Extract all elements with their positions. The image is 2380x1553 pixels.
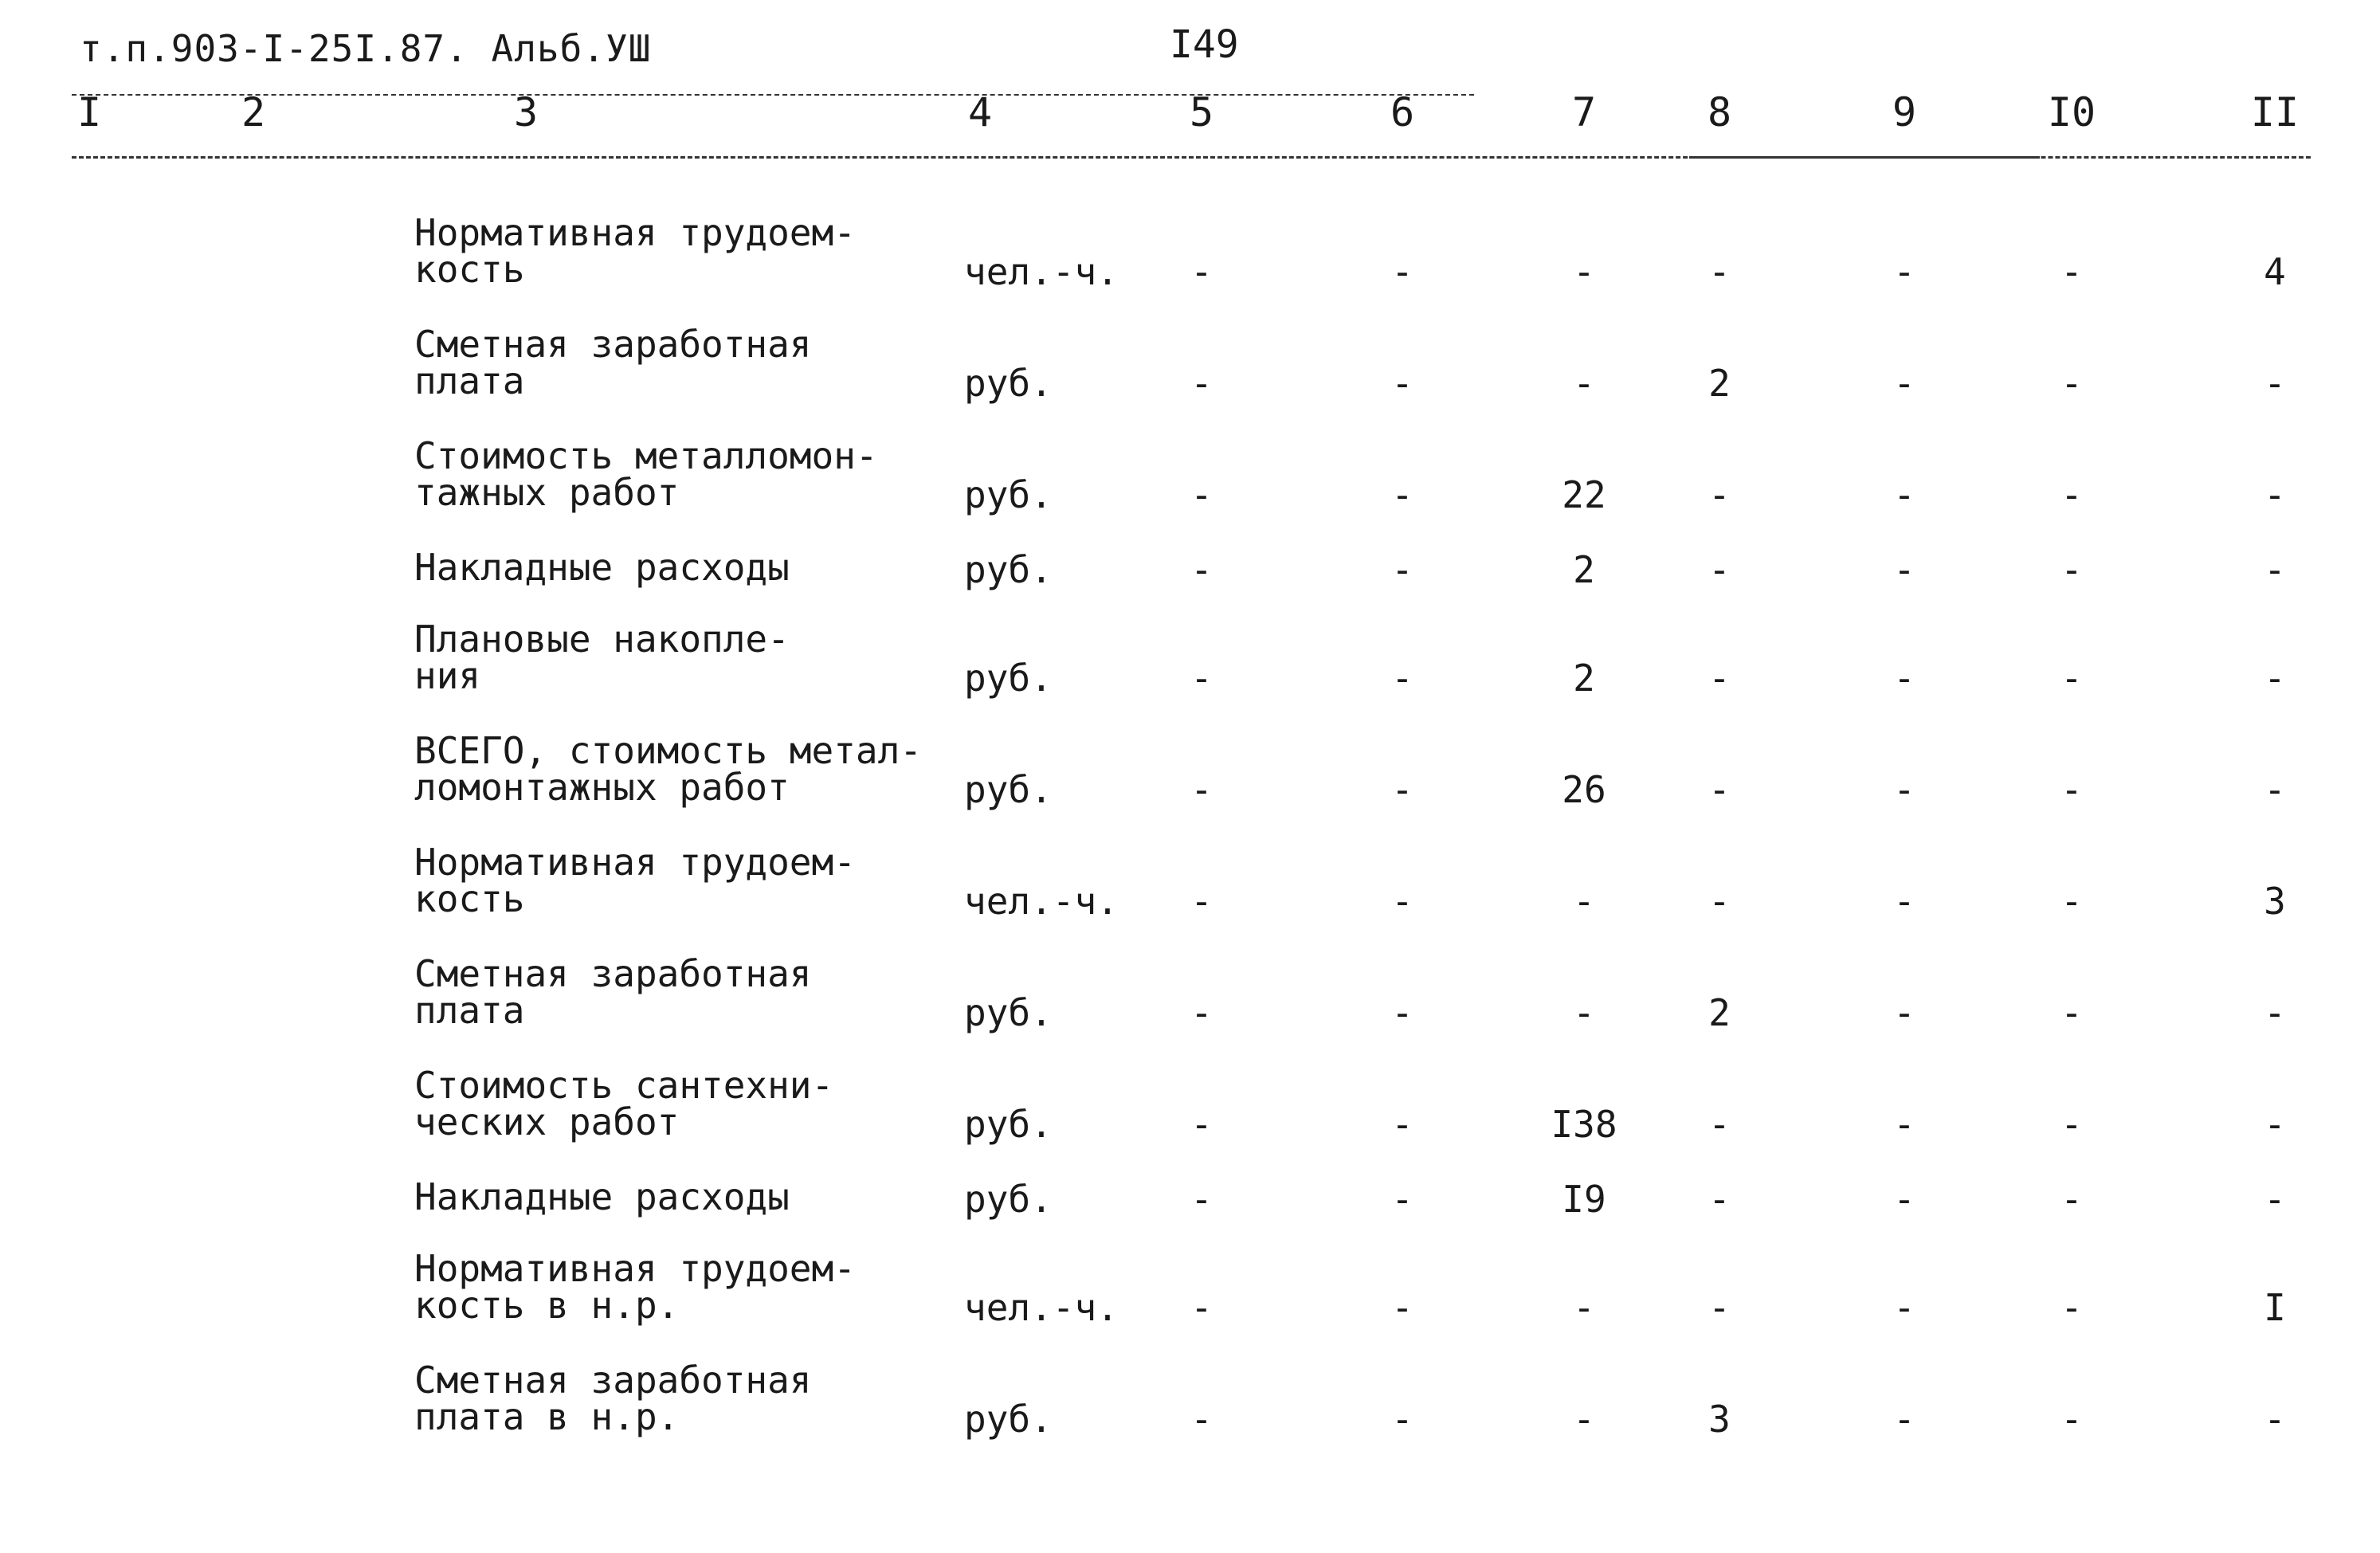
row-7-name-line-2: кость [414, 877, 525, 920]
row-3-name-line-1: Стоимость металломон- [414, 434, 878, 477]
column-header-3: 3 [513, 89, 539, 135]
row-12-name-line-2: плата в н.р. [414, 1395, 680, 1438]
row-4-col-6-value: - [1391, 548, 1413, 591]
row-11-name-line-1: Нормативная трудоем- [414, 1247, 856, 1290]
row-11-col-10-value: - [2060, 1286, 2083, 1329]
row-11-col-11-value: I [2264, 1286, 2286, 1329]
row-1-unit: чел.-ч. [964, 250, 1119, 293]
row-9-col-6-value: - [1391, 1103, 1413, 1146]
row-9-col-8-value: - [1708, 1103, 1731, 1146]
row-9-name-line-2: ческих работ [414, 1100, 680, 1143]
row-9-unit: руб. [964, 1103, 1053, 1146]
row-12-unit: руб. [964, 1398, 1053, 1441]
row-9-col-9-value: - [1893, 1103, 1915, 1146]
row-9-col-5-value: - [1190, 1103, 1213, 1146]
row-8-col-10-value: - [2060, 991, 2083, 1034]
row-10-col-11-value: - [2264, 1178, 2286, 1221]
row-8-col-5-value: - [1190, 991, 1213, 1034]
row-1-col-8-value: - [1708, 250, 1731, 293]
row-1-col-10-value: - [2060, 250, 2083, 293]
row-7-col-8-value: - [1708, 880, 1731, 923]
row-6-name-line-1: ВСЕГО, стоимость метал- [414, 729, 922, 772]
row-6-col-9-value: - [1893, 768, 1915, 811]
header-top-rule [72, 94, 1474, 96]
row-8-col-11-value: - [2264, 991, 2286, 1034]
row-5-name-line-2: ния [414, 654, 481, 697]
row-1-col-6-value: - [1391, 250, 1413, 293]
row-10-col-8-value: - [1708, 1178, 1731, 1221]
row-12-col-10-value: - [2060, 1398, 2083, 1441]
column-header-9: 9 [1892, 89, 1917, 135]
row-8-col-8-value: 2 [1708, 991, 1731, 1034]
row-11-col-6-value: - [1391, 1286, 1413, 1329]
row-7-col-5-value: - [1190, 880, 1213, 923]
column-header-11: II [2250, 89, 2300, 135]
row-2-col-10-value: - [2060, 362, 2083, 405]
column-header-7: 7 [1571, 89, 1597, 135]
row-3-col-9-value: - [1893, 473, 1915, 516]
row-12-col-6-value: - [1391, 1398, 1413, 1441]
column-header-1: I [76, 89, 102, 135]
row-9-col-10-value: - [2060, 1103, 2083, 1146]
row-2-col-11-value: - [2264, 362, 2286, 405]
row-4-name-line-1: Накладные расходы [414, 546, 790, 589]
row-6-unit: руб. [964, 768, 1053, 811]
row-1-col-5-value: - [1190, 250, 1213, 293]
row-7-name-line-1: Нормативная трудоем- [414, 841, 856, 884]
row-3-col-7-value: 22 [1562, 473, 1606, 516]
row-10-col-6-value: - [1391, 1178, 1413, 1221]
row-2-col-5-value: - [1190, 362, 1213, 405]
row-11-col-7-value: - [1573, 1286, 1595, 1329]
row-8-col-6-value: - [1391, 991, 1413, 1034]
row-6-col-7-value: 26 [1562, 768, 1606, 811]
row-6-name-line-2: ломонтажных работ [414, 766, 790, 809]
row-10-col-7-value: I9 [1562, 1178, 1606, 1221]
row-2-col-7-value: - [1573, 362, 1595, 405]
row-4-col-7-value: 2 [1573, 548, 1595, 591]
row-5-name-line-1: Плановые накопле- [414, 618, 790, 661]
row-9-name-line-1: Стоимость сантехни- [414, 1064, 834, 1107]
header-underline-segment [1689, 156, 2040, 159]
row-8-col-7-value: - [1573, 991, 1595, 1034]
row-10-unit: руб. [964, 1178, 1053, 1221]
row-6-col-6-value: - [1391, 768, 1413, 811]
row-12-col-8-value: 3 [1708, 1398, 1731, 1441]
row-12-col-9-value: - [1893, 1398, 1915, 1441]
row-11-col-8-value: - [1708, 1286, 1731, 1329]
row-10-col-5-value: - [1190, 1178, 1213, 1221]
row-3-col-11-value: - [2264, 473, 2286, 516]
row-10-col-10-value: - [2060, 1178, 2083, 1221]
row-6-col-5-value: - [1190, 768, 1213, 811]
row-8-name-line-2: плата [414, 989, 525, 1032]
row-2-col-9-value: - [1893, 362, 1915, 405]
page-number: I49 [1170, 22, 1239, 67]
row-5-col-6-value: - [1391, 657, 1413, 700]
row-12-col-7-value: - [1573, 1398, 1595, 1441]
row-4-col-10-value: - [2060, 548, 2083, 591]
row-5-col-9-value: - [1893, 657, 1915, 700]
row-12-col-5-value: - [1190, 1398, 1213, 1441]
row-5-unit: руб. [964, 657, 1053, 700]
row-8-unit: руб. [964, 991, 1053, 1034]
row-5-col-11-value: - [2264, 657, 2286, 700]
row-10-name-line-1: Накладные расходы [414, 1175, 790, 1218]
row-4-col-8-value: - [1708, 548, 1731, 591]
row-7-unit: чел.-ч. [964, 880, 1119, 923]
row-4-col-9-value: - [1893, 548, 1915, 591]
row-9-col-11-value: - [2264, 1103, 2286, 1146]
row-3-col-8-value: - [1708, 473, 1731, 516]
row-1-name-line-1: Нормативная трудоем- [414, 211, 856, 254]
row-6-col-10-value: - [2060, 768, 2083, 811]
column-header-8: 8 [1707, 89, 1732, 135]
row-2-unit: руб. [964, 362, 1053, 405]
row-11-name-line-2: кость в н.р. [414, 1284, 680, 1327]
row-3-col-5-value: - [1190, 473, 1213, 516]
row-2-name-line-1: Сметная заработная [414, 323, 812, 366]
row-11-col-5-value: - [1190, 1286, 1213, 1329]
row-5-col-7-value: 2 [1573, 657, 1595, 700]
row-2-name-line-2: плата [414, 359, 525, 402]
row-7-col-7-value: - [1573, 880, 1595, 923]
row-4-col-11-value: - [2264, 548, 2286, 591]
row-5-col-5-value: - [1190, 657, 1213, 700]
row-4-unit: руб. [964, 548, 1053, 591]
row-6-col-11-value: - [2264, 768, 2286, 811]
row-12-name-line-1: Сметная заработная [414, 1359, 812, 1402]
row-5-col-10-value: - [2060, 657, 2083, 700]
row-3-name-line-2: тажных работ [414, 471, 680, 514]
row-1-name-line-2: кость [414, 248, 525, 291]
row-2-col-6-value: - [1391, 362, 1413, 405]
row-3-unit: руб. [964, 473, 1053, 516]
row-7-col-9-value: - [1893, 880, 1915, 923]
column-header-5: 5 [1189, 89, 1214, 135]
column-header-2: 2 [241, 89, 266, 135]
row-9-col-7-value: I38 [1551, 1103, 1617, 1146]
row-6-col-8-value: - [1708, 768, 1731, 811]
row-11-unit: чел.-ч. [964, 1286, 1119, 1329]
row-3-col-6-value: - [1391, 473, 1413, 516]
row-11-col-9-value: - [1893, 1286, 1915, 1329]
row-1-col-7-value: - [1573, 250, 1595, 293]
document-code: т.п.903-I-25I.87. Альб.УШ [80, 27, 652, 70]
row-7-col-10-value: - [2060, 880, 2083, 923]
row-4-col-5-value: - [1190, 548, 1213, 591]
row-8-col-9-value: - [1893, 991, 1915, 1034]
row-7-col-11-value: 3 [2264, 880, 2286, 923]
row-2-col-8-value: 2 [1708, 362, 1731, 405]
row-8-name-line-1: Сметная заработная [414, 952, 812, 995]
row-10-col-9-value: - [1893, 1178, 1915, 1221]
row-7-col-6-value: - [1391, 880, 1413, 923]
column-header-10: I0 [2047, 89, 2096, 135]
row-1-col-11-value: 4 [2264, 250, 2286, 293]
column-header-4: 4 [967, 89, 993, 135]
row-5-col-8-value: - [1708, 657, 1731, 700]
column-header-6: 6 [1390, 89, 1415, 135]
row-12-col-11-value: - [2264, 1398, 2286, 1441]
row-1-col-9-value: - [1893, 250, 1915, 293]
row-3-col-10-value: - [2060, 473, 2083, 516]
